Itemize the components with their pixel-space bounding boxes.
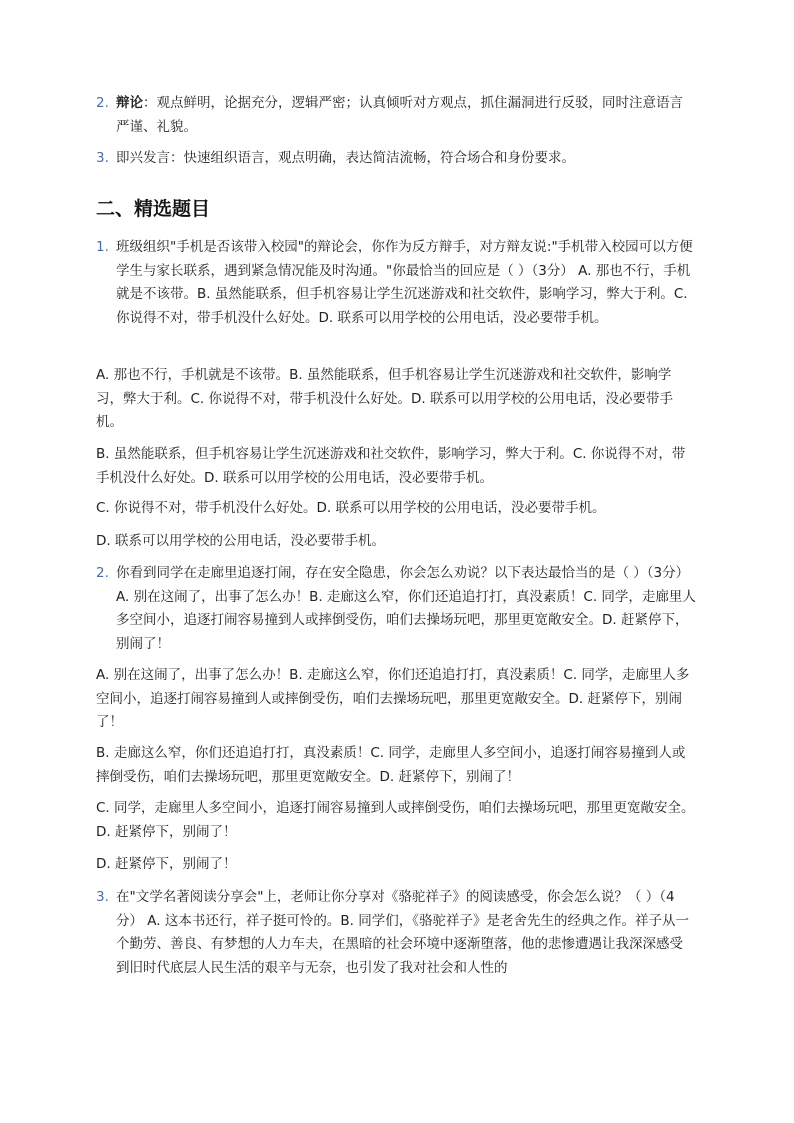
question-number: 2.: [96, 565, 109, 581]
option-paragraph: D. 联系可以用学校的公用电话，没必要带手机。: [96, 533, 385, 549]
option-paragraph: C. 你说得不对，带手机没什么好处。D. 联系可以用学校的公用电话，没必要带手机。: [96, 500, 606, 516]
option-paragraph: B. 虽然能联系，但手机容易让学生沉迷游戏和社交软件，影响学习，弊大于利。C. 你说得不对，带手机没什么好处。D. 联系可以用学校的公用电话，没必要带手机。: [96, 446, 686, 486]
list-number: 2.: [96, 95, 109, 111]
option-paragraph: D. 赶紧停下，别闹了！: [96, 856, 237, 872]
option-paragraph: A. 别在这闹了，出事了怎么办！B. 走廊这么窄，你们还追追打打，真没素质！C. 同学，走廊里人多空间小，追逐打闹容易撞到人或摔倒受伤，咱们去操场玩吧，那里更宽敞安全。D. 赶紧停下，别闹了！: [96, 667, 690, 730]
list-item-text: 即兴发言：快速组织语言，观点明确，表达简洁流畅，符合场合和身份要求。: [116, 150, 575, 166]
question-3: [96, 886, 696, 980]
question-number: 1.: [96, 239, 109, 255]
list-item-impromptu: [96, 147, 696, 171]
option-paragraph: A. 那也不行，手机就是不该带。B. 虽然能联系，但手机容易让学生沉迷游戏和社交软件，影响学习，弊大于利。C. 你说得不对，带手机没什么好处。D. 联系可以用学校的公用电话，没必要带手机。: [96, 367, 673, 430]
option-paragraph: B. 走廊这么窄，你们还追追打打，真没素质！C. 同学，走廊里人多空间小，追逐打闹容易撞到人或摔倒受伤，咱们去操场玩吧，那里更宽敞安全。D. 赶紧停下，别闹了！: [96, 745, 686, 785]
question-text: 在"文学名著阅读分享会"上，老师让你分享对《骆驼祥子》的阅读感受，你会怎么说？（ ）（4分） A. 这本书还行，祥子挺可怜的。B. 同学们，《骆驼祥子》是老舍先生的经典之作。祥子从一个勤劳、善良、有梦想的人力车夫，在黑暗的社会环境中逐渐堕落，他的悲惨遭遇让我深深感受到旧时代底层人民生活的艰辛与无奈，也引发了我对社会和人性的: [116, 889, 689, 976]
section-heading: 二、精选题目: [96, 198, 211, 220]
question-number: 3.: [96, 889, 109, 905]
list-item-debate: [96, 92, 696, 139]
option-paragraph: C. 同学，走廊里人多空间小，追逐打闹容易撞到人或摔倒受伤，咱们去操场玩吧，那里更宽敞安全。D. 赶紧停下，别闹了！: [96, 800, 695, 840]
question-text: 班级组织"手机是否该带入校园"的辩论会，你作为反方辩手，对方辩友说:"手机带入校园可以方便学生与家长联系，遇到紧急情况能及时沟通。"你最恰当的回应是（ ）（3分） A. 那也不行，手机就是不该带。B. 虽然能联系，但手机容易让学生沉迷游戏和社交软件，影响学习，弊大于利。C. 你说得不对，带手机没什么好处。D. 联系可以用学校的公用电话，没必要带手机。: [116, 239, 693, 326]
list-item-title: 辩论: [116, 95, 143, 111]
question-1: [96, 236, 696, 330]
list-item-text: ：观点鲜明，论据充分，逻辑严密；认真倾听对方观点，抓住漏洞进行反驳，同时注意语言严谨、礼貌。: [116, 95, 683, 135]
list-number: 3.: [96, 150, 109, 166]
question-text: 你看到同学在走廊里追逐打闹，存在安全隐患，你会怎么劝说？以下表达最恰当的是（ ）（3分） A. 别在这闹了，出事了怎么办！B. 走廊这么窄，你们还追追打打，真没素质！C. 同学，走廊里人多空间小，追逐打闹容易撞到人或摔倒受伤，咱们去操场玩吧，那里更宽敞安全。D. 赶紧停下，别闹了！: [116, 565, 696, 652]
question-2: [96, 562, 696, 656]
